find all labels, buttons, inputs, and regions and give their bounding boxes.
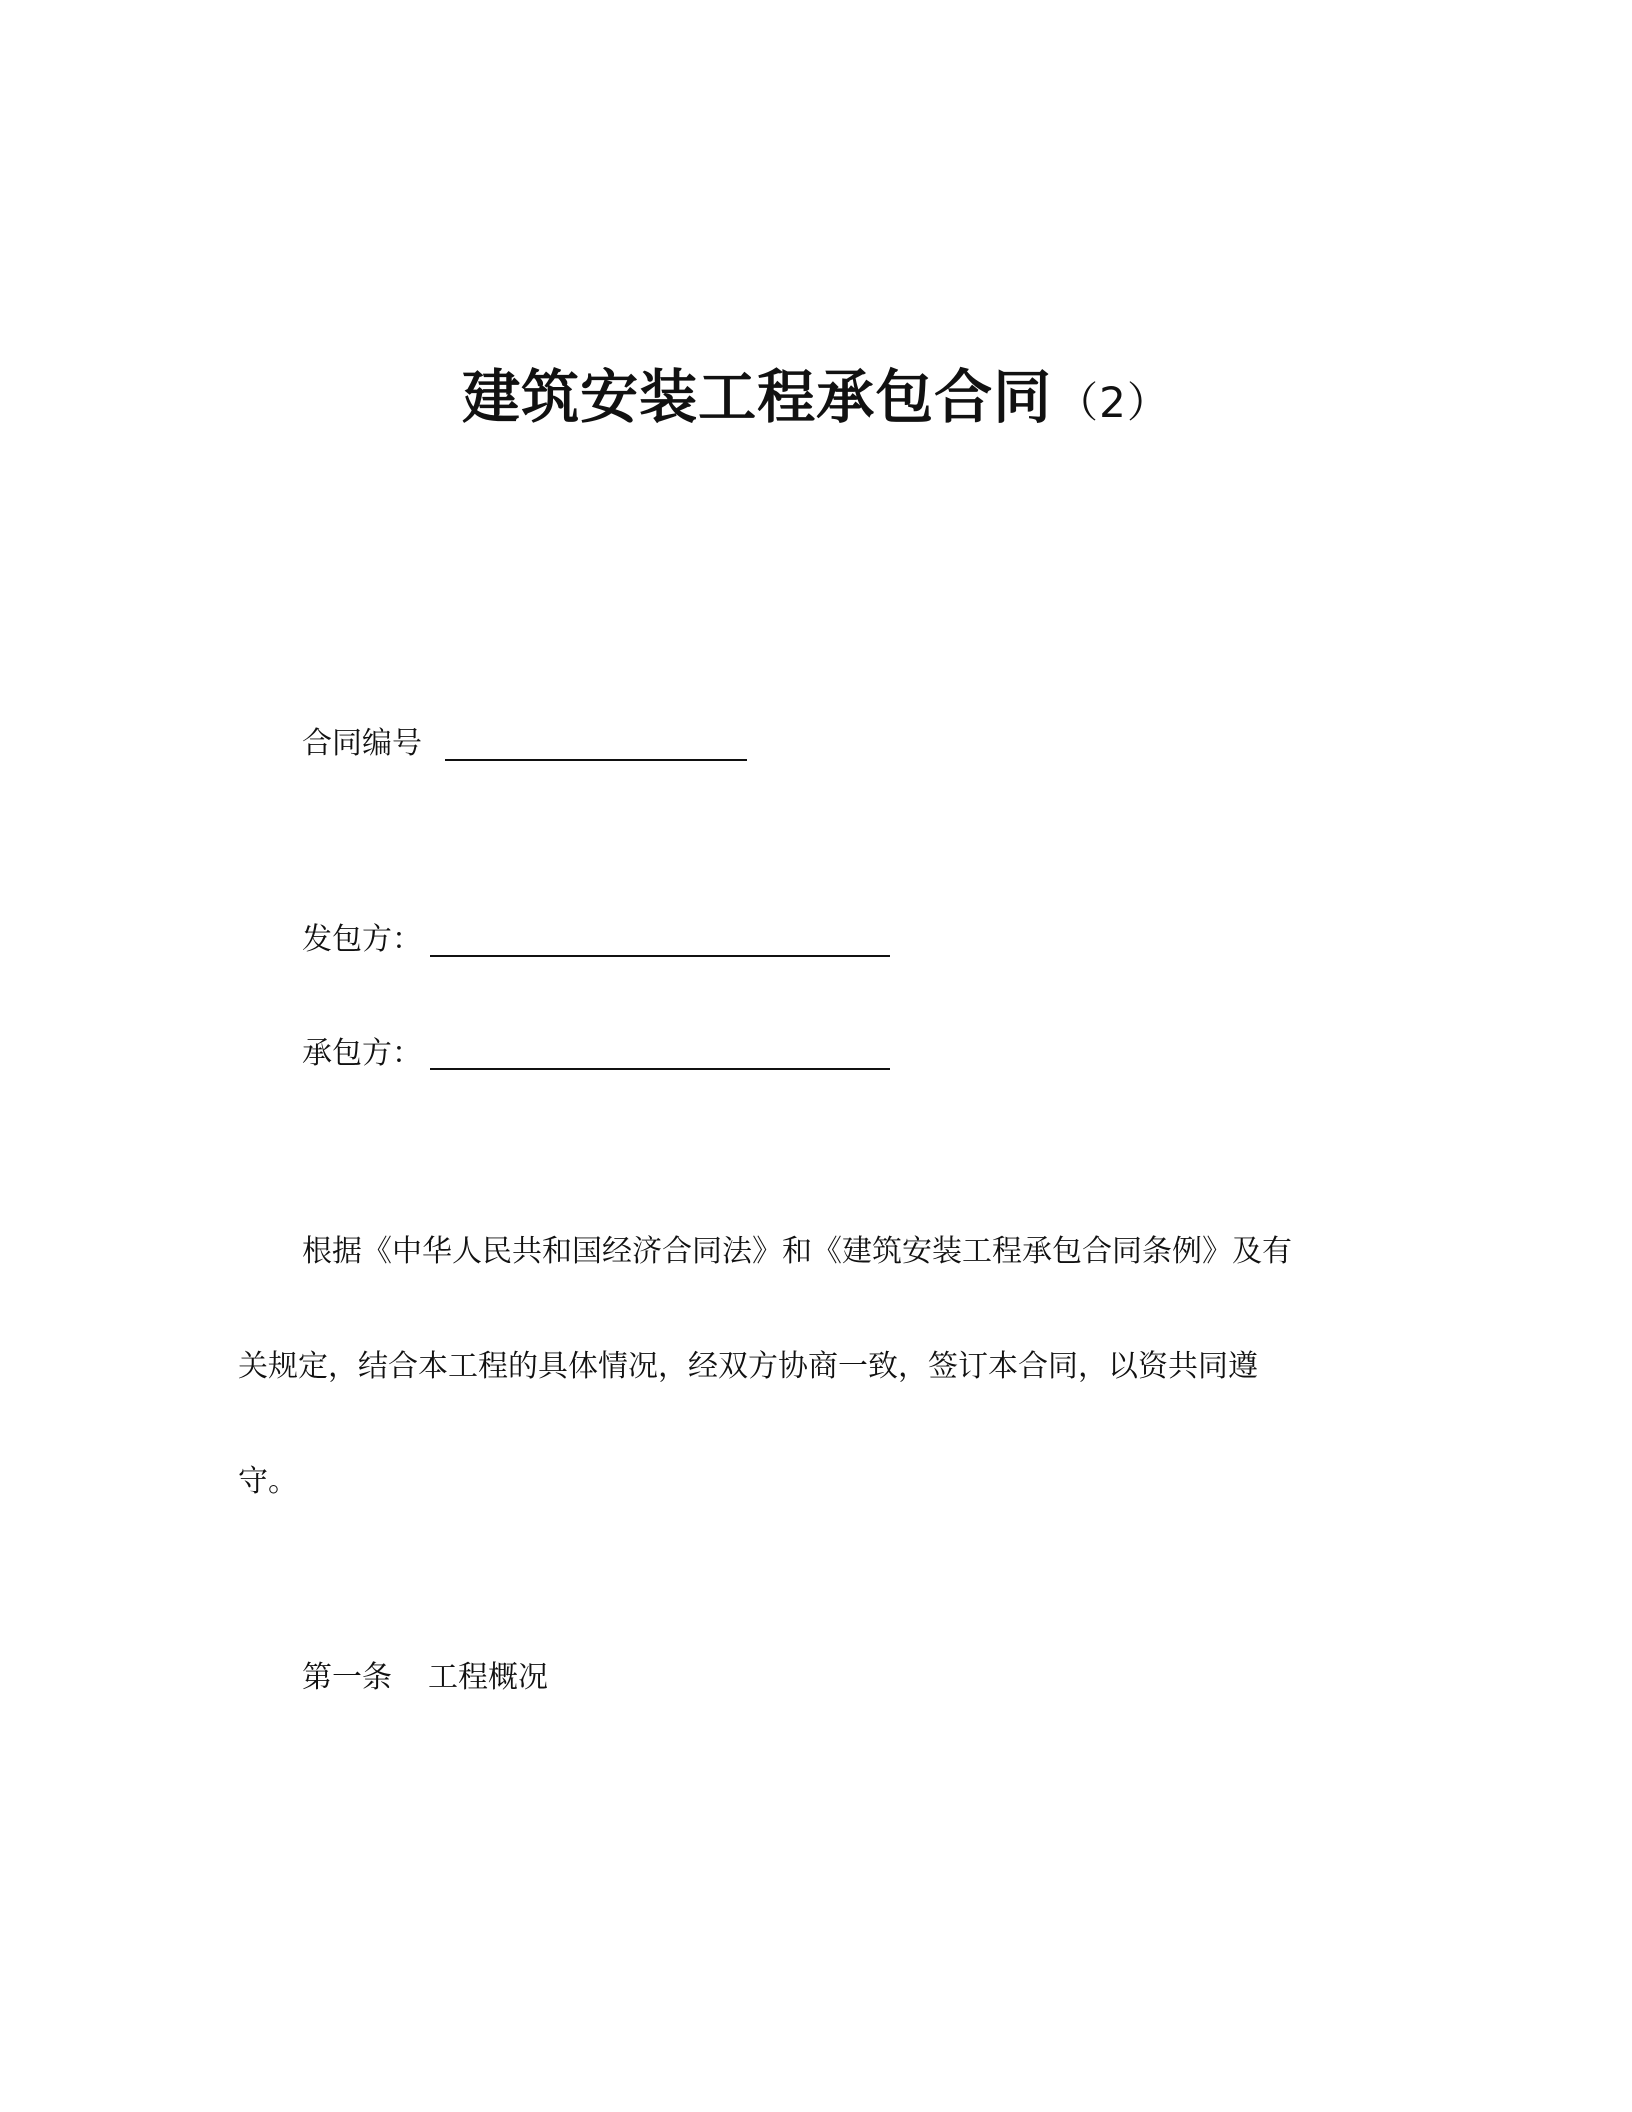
section-1-heading [302,1652,548,1696]
section-1-title: 工程概况 [428,1660,548,1695]
section-1-number: 第一条 [302,1660,392,1695]
preamble-line-3: 守。 [238,1464,298,1499]
preamble-line-2: 关规定，结合本工程的具体情况，经双方协商一致，签订本合同，以资共同遵 [238,1349,1258,1384]
employer-blank[interactable] [430,955,890,957]
title-text: 建筑安装工程承包合同 [462,363,1053,431]
employer-label: 发包方： [302,922,422,957]
contractor-label: 承包方： [302,1036,422,1071]
contract-number-label: 合同编号 [302,726,422,761]
title-suffix: （2） [1056,378,1170,427]
contract-number-blank[interactable] [445,759,747,761]
contractor-blank[interactable] [430,1068,890,1070]
document-title [0,350,1632,434]
preamble-line-1: 根据《中华人民共和国经济合同法》和《建筑安装工程承包合同条例》及有 [302,1234,1292,1269]
